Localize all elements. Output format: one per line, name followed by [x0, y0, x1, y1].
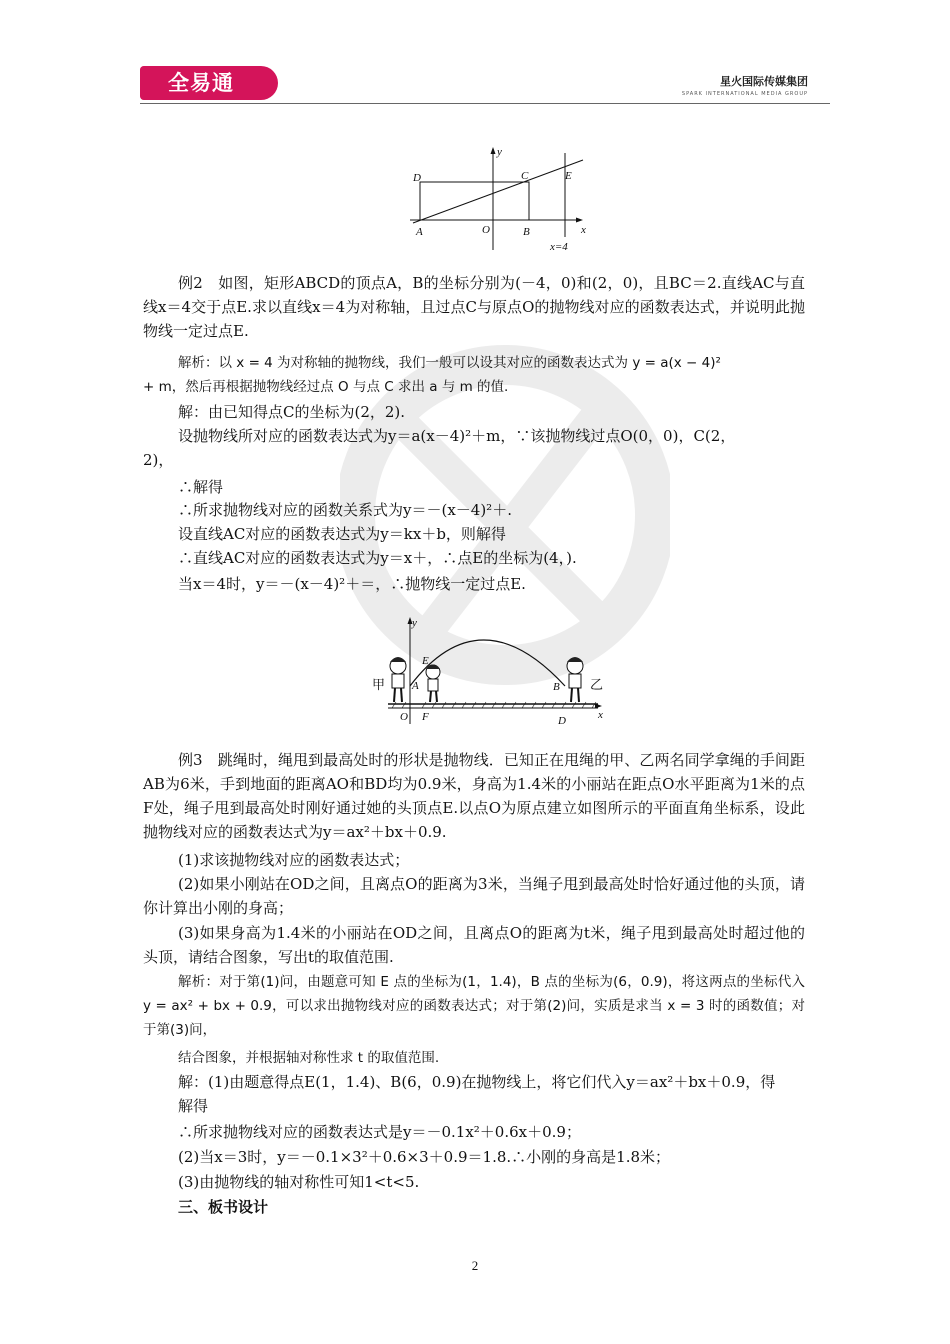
- example3-solution-2: 解得: [178, 1097, 209, 1115]
- example3-question-3: (3)如果身高为1.4米的小丽站在OD之间，且离点O的距离为t米，绳子甩到最高处时超过他的头顶，请结合图象，写出t的取值范围.: [143, 924, 805, 966]
- company-subtitle: SPARK INTERNATIONAL MEDIA GROUP: [681, 91, 808, 97]
- company-name: [682, 73, 808, 97]
- example3-analysis-2: 结合图象，并根据轴对称性求 t 的取值范围.: [178, 1050, 440, 1066]
- label-x: x: [581, 224, 586, 236]
- example2-solution-2: 设抛物线所对应的函数表达式为y＝a(x－4)²＋m，∵该抛物线过点O(0，0)，C(2，: [178, 427, 736, 445]
- label-x: x: [598, 709, 603, 721]
- example2-solution-5: ∴所求抛物线对应的函数关系式为y＝－(x－4)²＋.: [178, 501, 512, 519]
- y-axis-arrow: [491, 147, 496, 154]
- example2-solution-8: 当x＝4时，y＝－(x－4)²＋＝，∴抛物线一定过点E.: [178, 575, 526, 593]
- label-o: O: [400, 711, 408, 723]
- example3-solution-3: ∴所求抛物线对应的函数表达式是y＝－0.1x²＋0.6x＋0.9；: [178, 1123, 581, 1141]
- label-f: F: [422, 711, 429, 723]
- label-y: y: [497, 146, 502, 158]
- figure-rectangle: [405, 145, 590, 255]
- company-title: 星火国际传媒集团: [720, 75, 808, 88]
- x-axis-arrow: [576, 218, 583, 223]
- example3-solution-4: (2)当x＝3时，y＝－0.1×3²＋0.6×3＋0.9＝1.8.∴小刚的身高是1.8米；: [178, 1148, 671, 1166]
- student-xiaoli: [426, 665, 440, 703]
- example2-solution-1: 解：由已知得点C的坐标为(2，2).: [178, 403, 406, 421]
- example2-solution-6: 设直线AC对应的函数表达式为y＝kx＋b，则解得: [178, 525, 506, 543]
- student-yi: [567, 657, 583, 702]
- label-c: C: [521, 170, 529, 182]
- section-title: 三、板书设计: [178, 1198, 269, 1216]
- example3-question-1: (1)求该抛物线对应的函数表达式；: [178, 851, 410, 869]
- example2-analysis-line2: + m，然后再根据抛物线经过点 O 与点 C 求出 a 与 m 的值.: [143, 379, 509, 395]
- label-b: B: [523, 226, 530, 238]
- example2-problem: 例2 如图，矩形ABCD的顶点A，B的坐标分别为(－4，0)和(2，0)，且BC＝2.直线AC与直线x＝4交于点E.求以直线x＝4为对称轴，且过点C与原点O的抛物线对应的函数表达式，并说明此抛物线一定过点E.: [143, 274, 805, 340]
- label-jia: 甲: [372, 677, 386, 692]
- label-e: E: [422, 655, 429, 667]
- label-e: E: [565, 170, 572, 182]
- label-b: B: [553, 681, 560, 693]
- example2-solution-3: 2)，: [143, 451, 174, 469]
- student-jia: [390, 657, 406, 702]
- label-x-eq-4: x=4: [550, 241, 568, 253]
- label-y: y: [412, 617, 417, 629]
- example3-problem: 例3 跳绳时，绳甩到最高处时的形状是抛物线．已知正在甩绳的甲、乙两名同学拿绳的手间距AB为6米，手到地面的距离AO和BD均为0.9米，身高为1.4米的小丽站在距点O水平距离为1米的点F处，绳子甩到最高处时刚好通过她的头顶点E.以点O为原点建立如图所示的平面直角坐标系，设此抛物线对应的函数表达式为y＝ax²＋bx＋0.9.: [143, 751, 805, 841]
- example2-solution-4: ∴解得: [178, 478, 224, 496]
- label-a: A: [412, 680, 419, 692]
- label-d: D: [413, 172, 421, 184]
- example3-question-2: (2)如果小刚站在OD之间，且离点O的距离为3米，当绳子甩到最高处时恰好通过他的头顶，请你计算出小刚的身高；: [143, 875, 805, 917]
- x-axis-arrow: [595, 704, 602, 709]
- page-header: [140, 66, 830, 104]
- page-number: 2: [471, 1258, 479, 1273]
- figure-jump-rope: [370, 614, 615, 732]
- label-o: O: [482, 224, 490, 236]
- ground-hatching: [392, 702, 596, 708]
- example3-solution-1: 解：(1)由题意得点E(1，1.4)、B(6，0.9)在抛物线上，将它们代入y＝ax²＋bx＋0.9，得: [178, 1073, 776, 1091]
- brand-logo: 全易通: [140, 66, 278, 100]
- label-d: D: [558, 715, 566, 727]
- example2-solution-7: ∴直线AC对应的函数表达式为y＝x＋，∴点E的坐标为(4，).: [178, 549, 577, 567]
- line-ac: [413, 160, 583, 223]
- label-a: A: [416, 226, 423, 238]
- example3-solution-5: (3)由抛物线的轴对称性可知1<t<5.: [178, 1173, 420, 1191]
- label-yi: 乙: [590, 677, 604, 692]
- example3-analysis: 解析：对于第(1)问，由题意可知 E 点的坐标为(1，1.4)，B 点的坐标为(6，0.9)，将这两点的坐标代入 y = ax² + bx + 0.9，可以求出抛物线对应的函数表达式；对于第(2)问，实质是求当 x = 3 时的函数值；对于第(3)问，: [143, 974, 805, 1038]
- example2-analysis-line1: 解析：以 x = 4 为对称轴的抛物线，我们一般可以设其对应的函数表达式为 y = a(x − 4)²: [178, 355, 721, 371]
- header-rule: [140, 103, 830, 104]
